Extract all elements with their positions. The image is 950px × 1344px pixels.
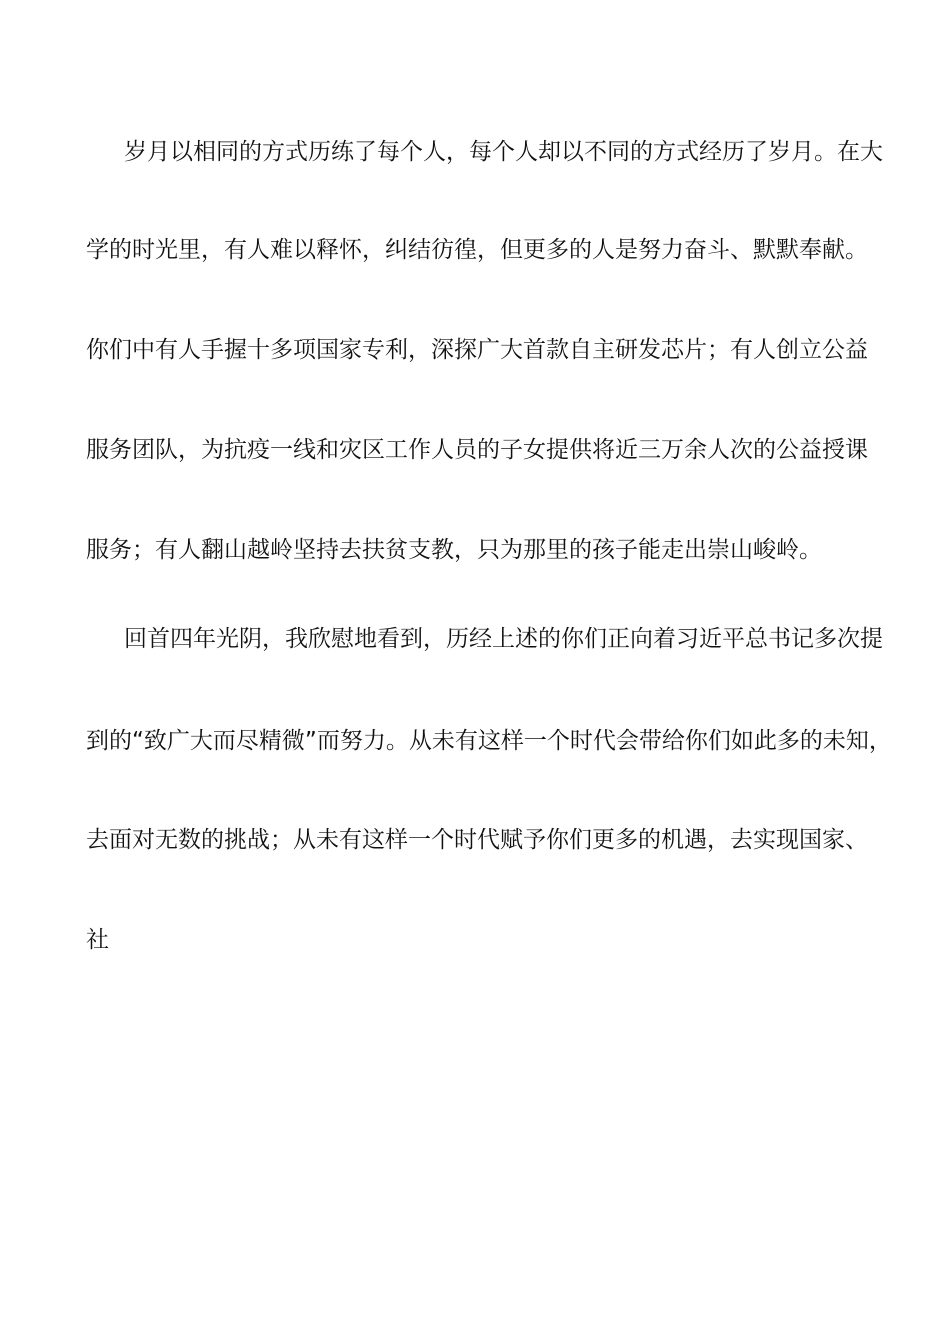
paragraph-2-line-4: 社: [86, 927, 109, 953]
paragraph-2-line-2: 到的“致广大而尽精微”而努力。从未有这样一个时代会带给你们如此多的未知，: [86, 728, 892, 754]
paragraph-1-line-5: 服务；有人翻山越岭坚持去扶贫支教，只为那里的孩子能走出崇山峻岭。: [86, 537, 822, 563]
paragraph-1-line-1: 岁月以相同的方式历练了每个人，每个人却以不同的方式经历了岁月。在大: [124, 139, 883, 165]
paragraph-1-line-3: 你们中有人手握十多项国家专利，深探广大首款自主研发芯片；有人创立公益: [86, 337, 868, 363]
paragraph-1-line-4: 服务团队，为抗疫一线和灾区工作人员的子女提供将近三万余人次的公益授课: [86, 437, 868, 463]
paragraph-2-line-3: 去面对无数的挑战；从未有这样一个时代赋予你们更多的机遇，去实现国家、: [86, 827, 868, 853]
paragraph-1-line-2: 学的时光里，有人难以释怀，纠结彷徨，但更多的人是努力奋斗、默默奉献。: [86, 237, 868, 263]
paragraph-2-line-1: 回首四年光阴，我欣慰地看到，历经上述的你们正向着习近平总书记多次提: [124, 626, 883, 652]
